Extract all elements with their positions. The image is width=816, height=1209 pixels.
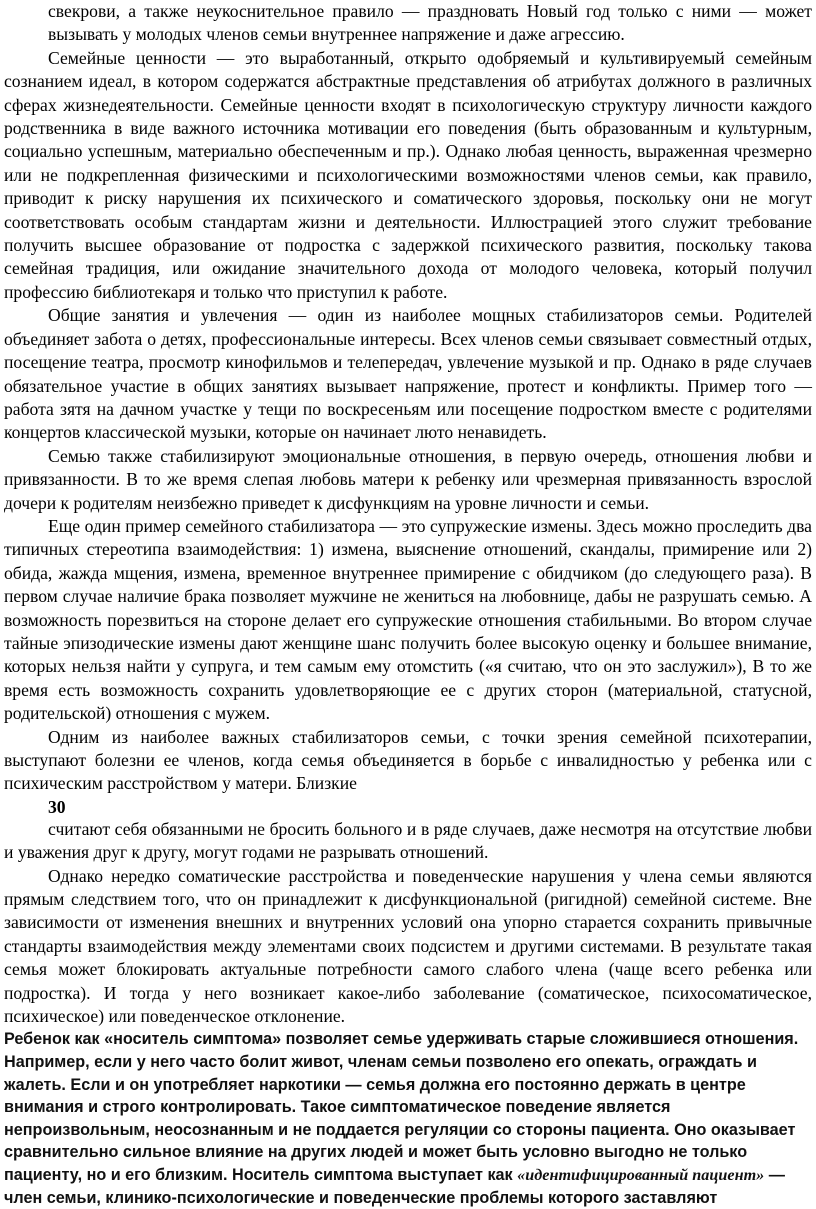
- document-page: [4, 0, 812, 1209]
- identified-patient-term: «идентифицированный пациент»: [517, 1166, 765, 1185]
- bold-block-part1: Ребенок как «носитель симптома» позволяет семье удерживать старые сложившиеся отношения. Например, если у него часто болит живот, членам семьи позволено его опекать, ограждать и жалеть. Если и он употребляет наркотики — семья должна его постоянно держать в центре внимания и строго контролировать. Такое симптоматическое поведение является непроизвольным, неосознанным и не поддается регуляции со стороны пациента. Оно оказывает сравнительно сильное влияние на других людей и может быть условно выгодно не только пациенту, но и его близким. Носитель симптома выступает как: [4, 1030, 799, 1185]
- page-number: 30: [48, 796, 66, 817]
- paragraph-illness: Одним из наиболее важных стабилизаторов семьи, с точки зрения семейной психотерапии, выступают болезни ее членов, когда семья объединяется в борьбе с инвалидностью у ребенка или с психическим расстройством у матери. Близкие: [4, 726, 812, 794]
- paragraph-common-activities: Общие занятия и увлечения — один из наиболее мощных стабилизаторов семьи. Родителей объединяет забота о детях, профессиональные интересы. Всех членов семьи связывает совместный отдых, посещение театра, просмотр кинофильмов и телепередач, увлечение музыкой и пр. Однако в ряде случаев обязательное участие в общих занятиях вызывает напряжение, протест и конфликты. Пример того — работа зятя на дачном участке у тещи по воскресеньям или посещение подростком вместе с родителями концертов классической музыки, которые он начинает люто ненавидеть.: [4, 305, 812, 443]
- paragraph-dysfunctional-system: Однако нередко соматические расстройства и поведенческие нарушения у члена семьи являются прямым следствием того, что он принадлежит к дисфункциональной (ригидной) семейной системе. Вне зависимости от изменения внешних и внутренних условий она упорно старается сохранить привычные стандарты взаимодействия между элементами своих подсистем и другими системами. В результате такая семья может блокировать актуальные потребности самого слабого члена (чаще всего ребенка или подростка). И тогда у него возникает какое-либо заболевание (соматическое, психосоматическое, психическое) или поведенческое отклонение.: [4, 865, 812, 1027]
- bold-block-part2: — член семьи, клинико-психологические и поведенческие проблемы которого заставляют: [4, 1166, 785, 1207]
- paragraph-obligation: считают себя обязанными не бросить больного и в ряде случаев, даже несмотря на отсутствие любви и уважения друг к другу, могут годами не разрывать отношений.: [4, 818, 812, 863]
- paragraph-emotional-relations: Семью также стабилизируют эмоциональные отношения, в первую очередь, отношения любви и привязанности. В то же время слепая любовь матери к ребенку или чрезмерная привязанность взрослой дочери к родителям неизбежно приведет к дисфункциям на уровне личности и семьи.: [4, 445, 812, 513]
- paragraph-infidelity: Еще один пример семейного стабилизатора — это супружеские измены. Здесь можно проследить два типичных стереотипа взаимодействия: 1) измена, выяснение отношений, скандалы, примирение или 2) обида, жажда мщения, измена, временное внутреннее примирение с обидчиком (до следующего раза). В первом случае наличие брака позволяет мужчине не жениться на любовнице, дабы не разрушать семью. А возможность порезвиться на стороне делает его супружеские отношения стабильными. Во втором случае тайные эпизодические измены дают женщине шанс получить более высокую оценку и большее внимание, которых нельзя найти у супруга, и тем самым ему отомстить («я считаю, что он это заслужил»), В то же время есть возможность сохранить удовлетворяющие ее с других сторон (материальной, статусной, родительской) отношения с мужем.: [4, 515, 812, 724]
- bold-symptom-carrier-block: [4, 1028, 812, 1209]
- paragraph-continuation: свекрови, а также неукоснительное правило — праздновать Новый год только с ними — может вызывать у молодых членов семьи внутреннее напряжение и даже агрессию.: [48, 1, 812, 45]
- paragraph-family-values: Семейные ценности — это выработанный, открыто одобряемый и культивируемый семейным сознанием идеал, в котором содержатся абстрактные представления об атрибутах должного в различных сферах жизнедеятельности. Семейные ценности входят в психологическую структуру личности каждого родственника в виде важного источника мотивации его поведения (быть образованным и культурным, социально успешным, материально обеспеченным и пр.). Однако любая ценность, выраженная чрезмерно или не подкрепленная физическими и психологическими возможностями членов семьи, как правило, приводит к риску нарушения их психического и соматического здоровья, поскольку они не могут соответствовать особым стандартам жизни и деятельности. Иллюстрацией этого служит требование получить высшее образование от подростка с задержкой психического развития, поскольку такова семейная традиция, или ожидание значительного дохода от молодого человека, который получил профессию библиотекаря и только что приступил к работе.: [4, 47, 812, 302]
